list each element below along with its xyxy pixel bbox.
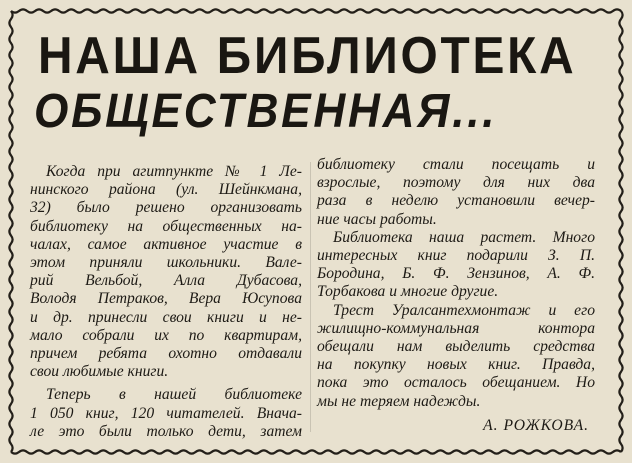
text-line: библиотеку стали посещать и bbox=[317, 156, 595, 173]
border-wave-edge bbox=[11, 9, 621, 12]
text-line: мы не теряем надежды. bbox=[317, 392, 481, 410]
left-column bbox=[30, 163, 302, 441]
column-divider bbox=[310, 162, 311, 432]
text-line: ние часы работы. bbox=[317, 210, 437, 228]
text-line: 1 050 книг, 120 читателей. Внача- bbox=[30, 404, 302, 422]
text-line: жилищно-коммунальная контора bbox=[317, 319, 595, 337]
text-line: Володя Петраков, Вера Юсупова bbox=[30, 290, 302, 308]
text-line: причем ребята охотно отдавали bbox=[30, 345, 302, 363]
text-line: свои любимые книги. bbox=[30, 363, 169, 381]
text-line: Теперь в нашей библиотеке bbox=[46, 386, 302, 404]
text-line: Бородина, Б. Ф. Зензинов, А. Ф. bbox=[317, 265, 595, 283]
headline-line-2: ОБЩЕСТВЕННАЯ... bbox=[34, 85, 498, 138]
text-line: нинского района (ул. Шейнкмана, bbox=[30, 181, 302, 199]
text-line: пока это осталось обещанием. Но bbox=[317, 374, 595, 392]
text-line: библиотеку на общественных на- bbox=[30, 217, 302, 235]
text-line: 32) было решено организовать bbox=[30, 199, 302, 217]
border-wave-edge bbox=[9, 11, 12, 452]
text-line: Когда при агитпункте № 1 Ле- bbox=[46, 163, 302, 180]
headline-line-1: НАША БИБЛИОТЕКА bbox=[38, 27, 577, 85]
text-line: чалах, самое активное участие в bbox=[30, 235, 302, 253]
author-signature: А. РОЖКОВА. bbox=[483, 416, 589, 434]
text-line: взрослые, поэтому для них два bbox=[317, 174, 595, 192]
text-line: на покупку новых книг. Правда, bbox=[317, 356, 595, 374]
text-line: раза в неделю установили вечер- bbox=[317, 192, 595, 210]
text-line: Трест Уралсантехмонтаж и его bbox=[333, 301, 595, 319]
text-line: ле это были только дети, затем bbox=[30, 422, 302, 440]
text-line: этом приняли школьники. Вале- bbox=[30, 254, 302, 272]
text-line: обещали нам выделить средства bbox=[317, 338, 595, 356]
text-line: рий Вельбой, Алла Дубасова, bbox=[30, 272, 302, 290]
text-line: мало собрали их по квартирам, bbox=[30, 326, 302, 344]
headline bbox=[24, 27, 614, 138]
text-line: Торбакова и многие другие. bbox=[317, 283, 499, 301]
border-wave-edge bbox=[619, 11, 622, 452]
border-wave-edge bbox=[11, 450, 621, 453]
text-line: Библиотека наша растет. Много bbox=[333, 228, 595, 246]
right-column bbox=[317, 156, 595, 435]
text-line: и др. принесли свои книги и не- bbox=[30, 308, 302, 326]
text-line: интересных книг подарили З. П. bbox=[317, 247, 595, 265]
